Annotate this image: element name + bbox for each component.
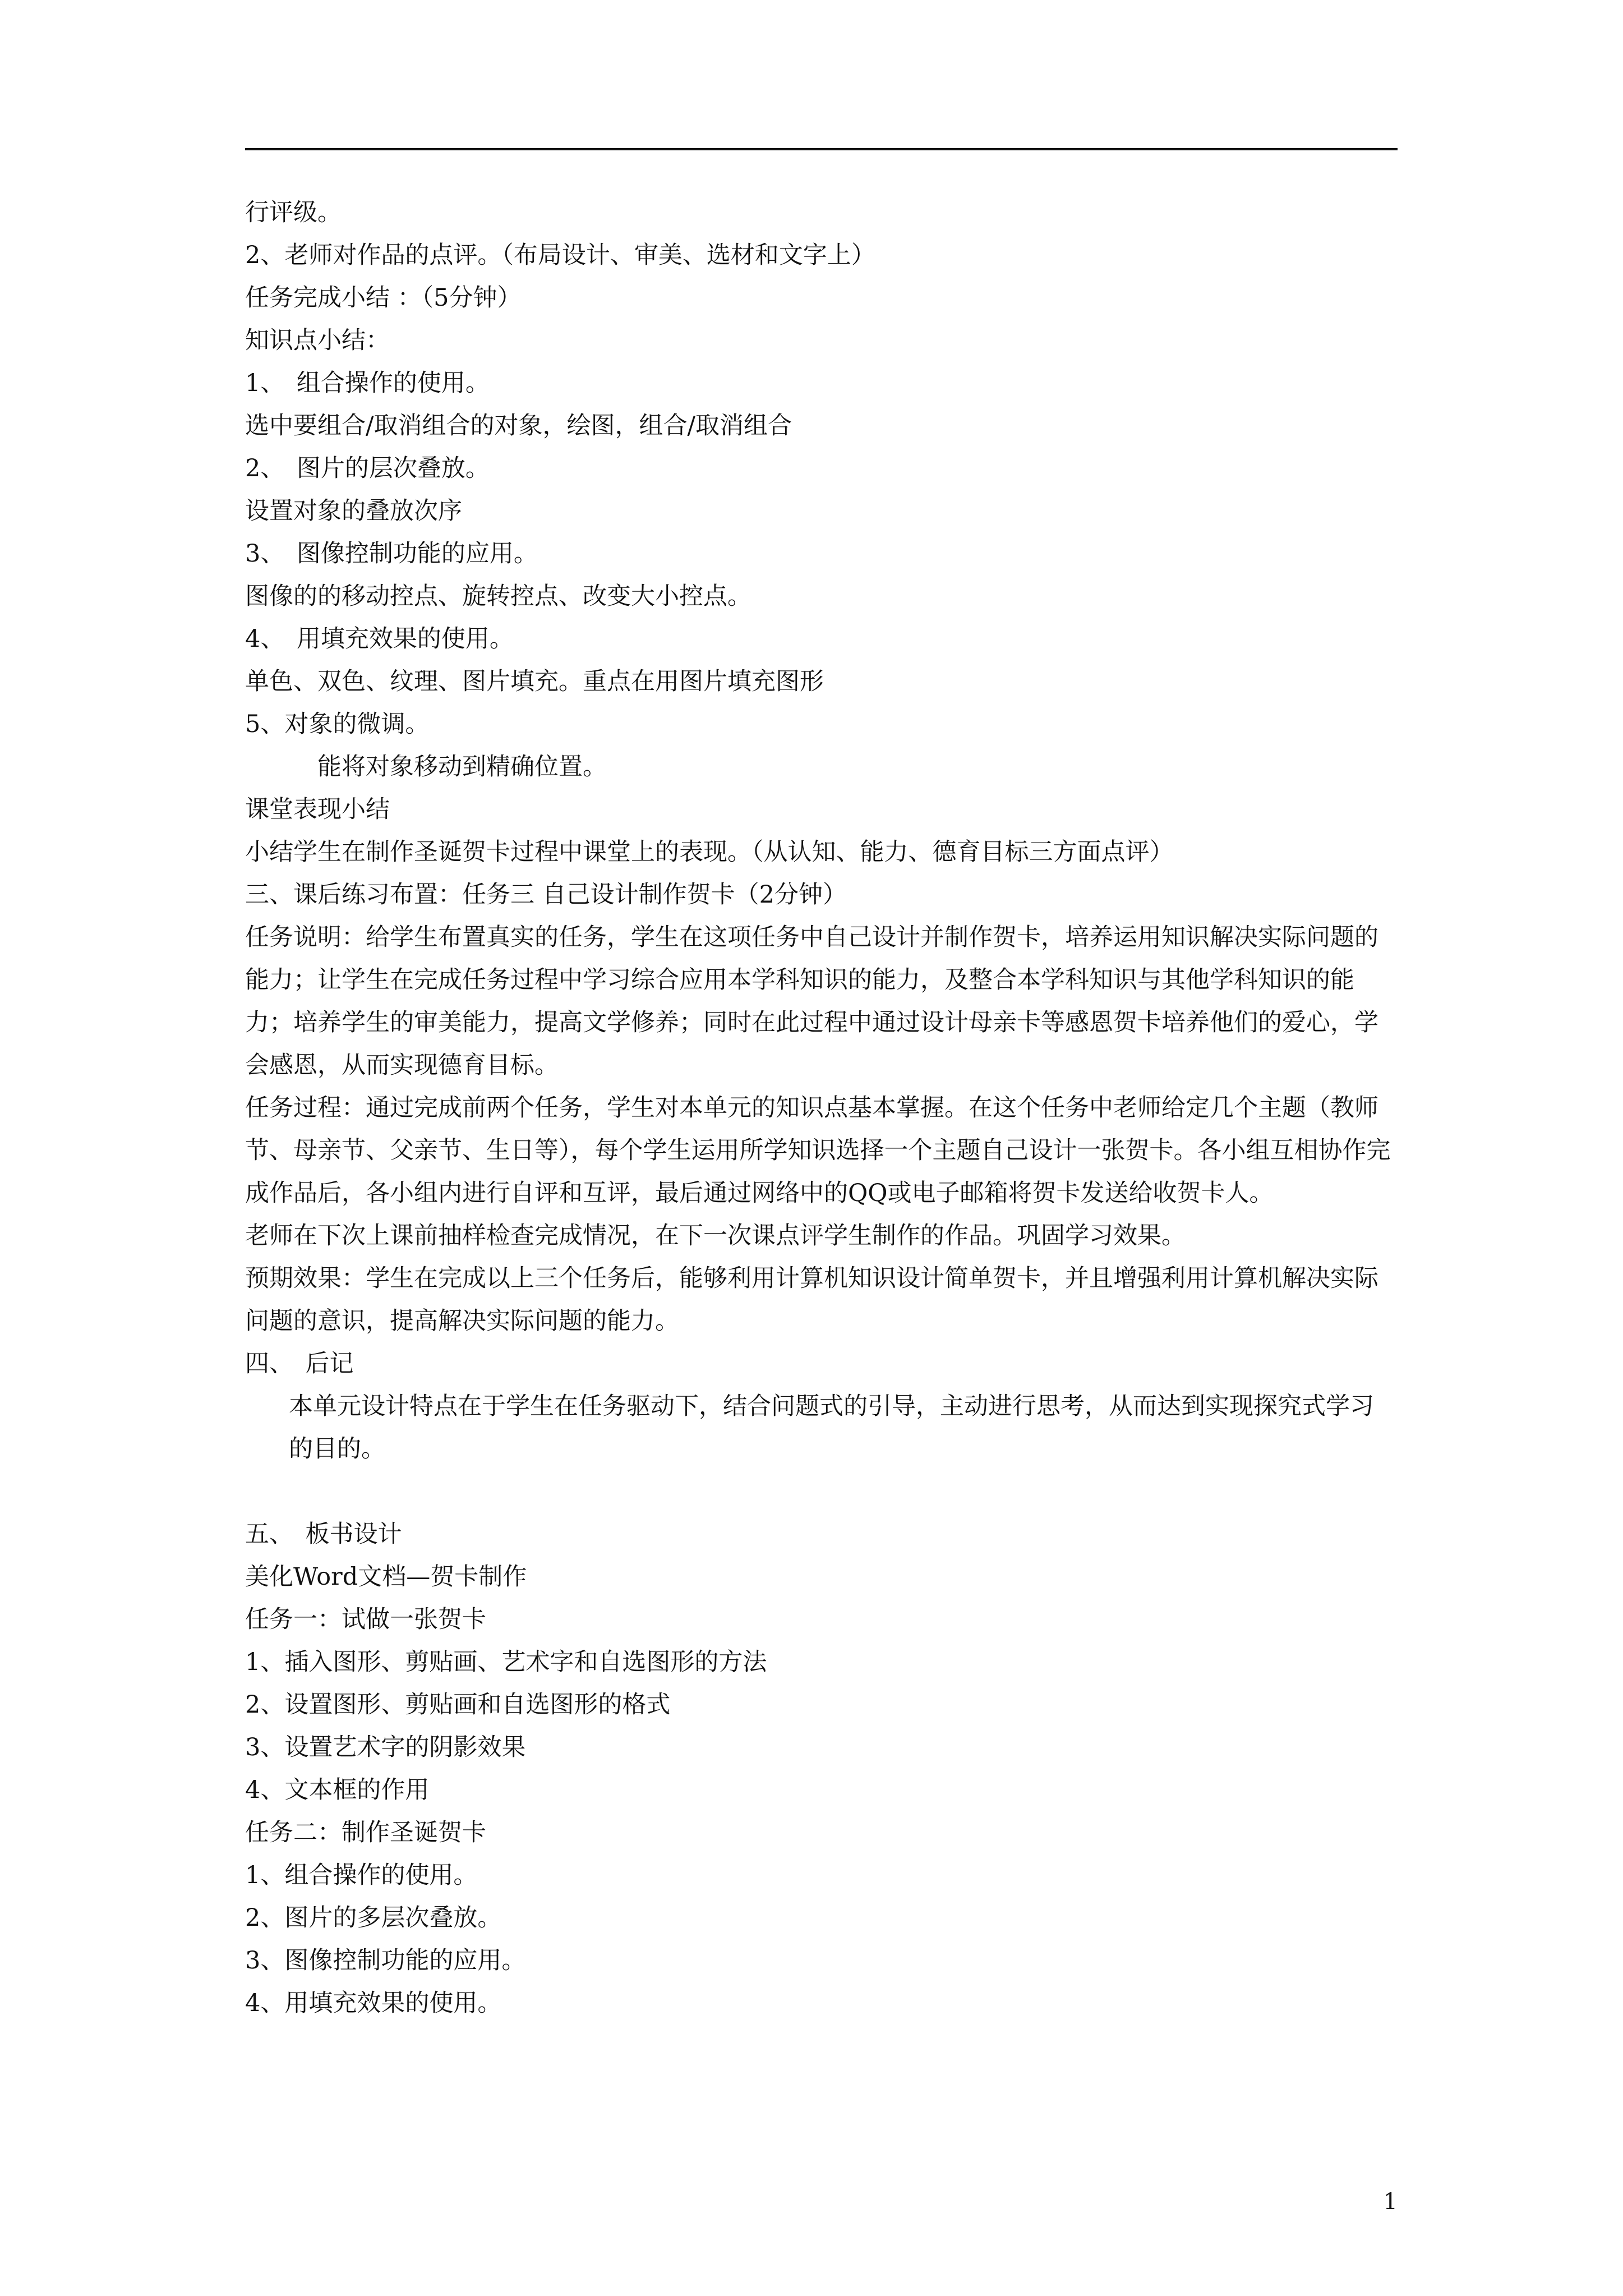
blank-line	[245, 1470, 1398, 1513]
text-line: 美化Word文档—贺卡制作	[245, 1563, 527, 1591]
text-line: 1、插入图形、剪贴画、艺术字和自选图形的方法	[245, 1648, 767, 1676]
text-line: 知识点小结：	[245, 326, 390, 355]
text-line: 5、对象的微调。	[245, 710, 430, 738]
text-line: 2、 图片的层次叠放。	[245, 454, 490, 482]
text-line: 课堂表现小结	[245, 795, 390, 823]
text-line: 1、 组合操作的使用。	[245, 369, 490, 397]
text-line: 4、用填充效果的使用。	[245, 1989, 502, 2017]
text-line: 设置对象的叠放次序	[245, 497, 462, 525]
text-line: 4、文本框的作用	[245, 1776, 430, 1804]
header-rule	[245, 148, 1398, 150]
text-line: 3、 图像控制功能的应用。	[245, 540, 538, 568]
text-line: 三、课后练习布置：任务三 自己设计制作贺卡（2分钟）	[245, 881, 847, 909]
document-body	[245, 191, 1398, 2024]
text-line: 3、图像控制功能的应用。	[245, 1947, 526, 1975]
text-line: 任务一：试做一张贺卡	[245, 1605, 486, 1634]
text-line: 任务完成小结 ：（5分钟）	[245, 284, 522, 312]
page-number: 1	[1383, 2189, 1398, 2215]
text-line: 选中要组合/取消组合的对象，绘图，组合/取消组合	[245, 412, 792, 440]
text-line: 图像的的移动控点、旋转控点、改变大小控点。	[245, 582, 751, 610]
text-line: 老师在下次上课前抽样检查完成情况，在下一次课点评学生制作的作品。巩固学习效果。	[245, 1222, 1186, 1250]
text-line: 4、 用填充效果的使用。	[245, 625, 514, 653]
text-line: 单色、双色、纹理、图片填充。重点在用图片填充图形	[245, 668, 824, 696]
text-line: 1、组合操作的使用。	[245, 1861, 478, 1889]
paragraph: 任务说明：给学生布置真实的任务，学生在这项任务中自己设计并制作贺卡，培养运用知识解决实际问题的能力；让学生在完成任务过程中学习综合应用本学科知识的能力，及整合本学科知识与其他学科知识的能力；培养学生的审美能力，提高文学修养；同时在此过程中通过设计母亲卡等感恩贺卡培养他们的爱心，学会感恩，从而实现德育目标。	[245, 923, 1378, 1079]
paragraph: 任务过程：通过完成前两个任务，学生对本单元的知识点基本掌握。在这个任务中老师给定几个主题（教师节、母亲节、父亲节、生日等），每个学生运用所学知识选择一个主题自己设计一张贺卡。各小组互相协作完成作品后，各小组内进行自评和互评，最后通过网络中的QQ或电子邮箱将贺卡发送给收贺卡人。	[245, 1094, 1391, 1207]
text-line: 3、设置艺术字的阴影效果	[245, 1733, 526, 1761]
paragraph: 本单元设计特点在于学生在任务驱动下，结合问题式的引导，主动进行思考，从而达到实现探究式学习的目的。	[289, 1392, 1374, 1463]
text-line: 2、老师对作品的点评。（布局设计、审美、选材和文字上）	[245, 241, 875, 269]
text-line: 能将对象移动到精确位置。	[317, 753, 607, 781]
text-line: 2、图片的多层次叠放。	[245, 1904, 502, 1932]
text-line: 小结学生在制作圣诞贺卡过程中课堂上的表现。（从认知、能力、德育目标三方面点评）	[245, 838, 1174, 866]
paragraph: 预期效果：学生在完成以上三个任务后，能够利用计算机知识设计简单贺卡，并且增强利用计算机解决实际问题的意识，提高解决实际问题的能力。	[245, 1264, 1378, 1335]
text-line: 四、 后记	[245, 1350, 354, 1378]
text-line: 任务二：制作圣诞贺卡	[245, 1819, 486, 1847]
text-line: 行评级。	[245, 199, 342, 227]
text-line: 五、 板书设计	[245, 1520, 402, 1548]
text-line: 2、设置图形、剪贴画和自选图形的格式	[245, 1691, 671, 1719]
